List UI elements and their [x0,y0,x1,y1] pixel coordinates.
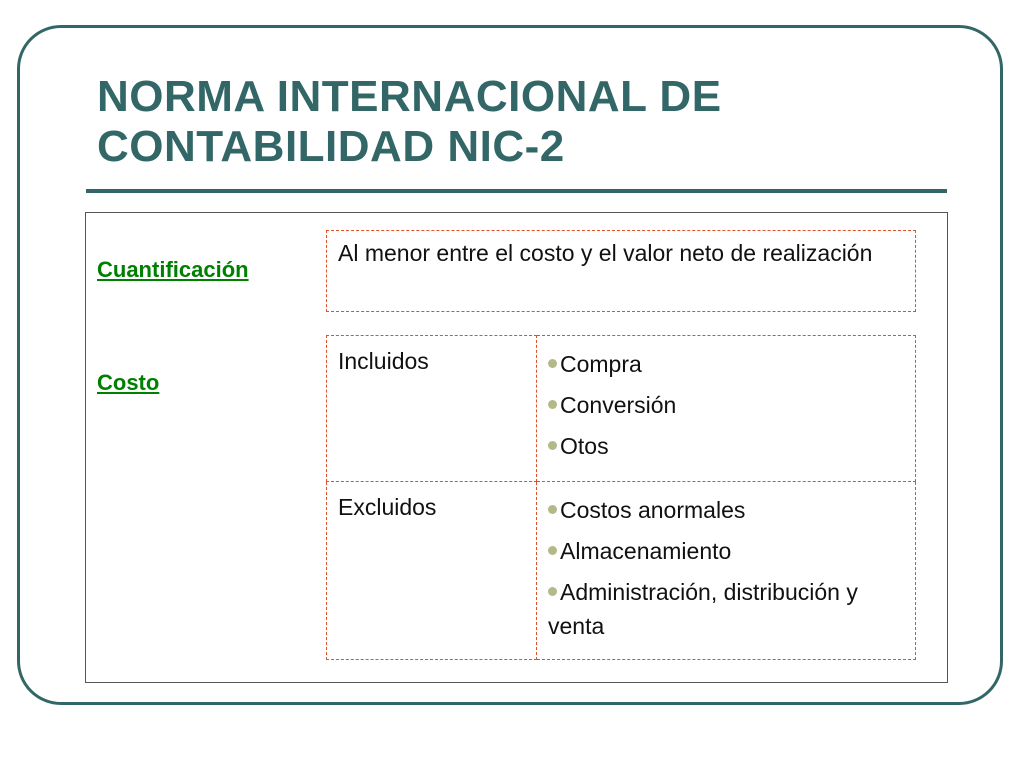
title-line-2: CONTABILIDAD NIC-2 [97,122,565,171]
table-row-excluidos [327,482,916,660]
list-item-text: Conversión [560,392,677,418]
bullet-icon [548,441,557,450]
list-item [548,385,905,426]
incluidos-list [548,344,905,467]
slide-title [97,72,957,172]
items-cell [537,482,916,660]
list-item-text: Almacenamiento [560,538,732,564]
category-excluidos: Excluidos [338,494,437,520]
list-item [548,344,905,385]
title-line-1: NORMA INTERNACIONAL DE [97,72,722,121]
bullet-icon [548,587,557,596]
list-item [548,426,905,467]
cuantificacion-text-box [326,230,916,312]
category-incluidos: Incluidos [338,348,429,374]
list-item-text: Costos anormales [560,497,746,523]
category-cell [327,482,537,660]
title-divider [86,189,947,193]
bullet-icon [548,546,557,555]
bullet-icon [548,400,557,409]
cuantificacion-text: Al menor entre el costo y el valor neto de realización [338,240,873,266]
costo-table [326,335,916,660]
list-item [548,531,905,572]
list-item-text: Otos [560,433,609,459]
list-item-text: Administración, distribución y venta [548,579,858,639]
bullet-icon [548,505,557,514]
list-item [548,490,905,531]
cuantificacion-link[interactable]: Cuantificación [97,257,249,282]
list-item [548,572,905,643]
costo-link[interactable]: Costo [97,370,160,395]
category-cell [327,336,537,482]
table-row-incluidos [327,336,916,482]
items-cell [537,336,916,482]
list-item-text: Compra [560,351,642,377]
excluidos-list [548,490,905,643]
bullet-icon [548,359,557,368]
